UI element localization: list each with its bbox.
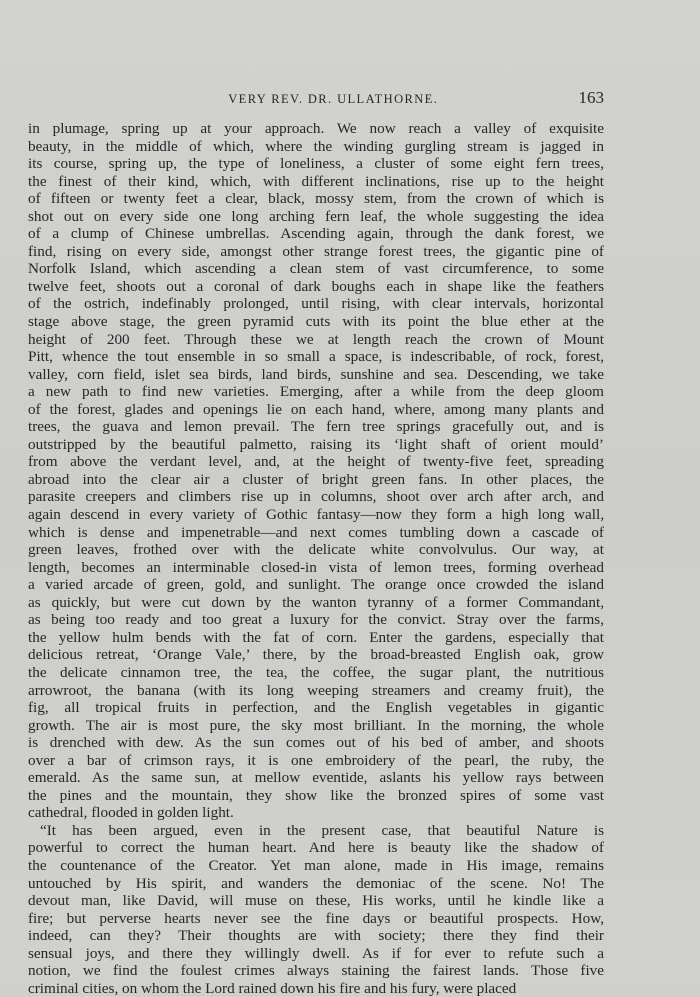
text-line: stage above stage, the green pyramid cuts with its point the blue ether at the	[28, 313, 604, 331]
text-line: of the forest, glades and openings lie on each hand, where, among many plants and	[28, 400, 604, 418]
text-line: which is dense and impenetrable—and next comes tumbling down a cascade of	[28, 523, 604, 541]
text-line: again descend in every variety of Gothic fantasy—now they form a high long wall,	[28, 506, 604, 524]
text-line: a varied arcade of green, gold, and sunlight. The orange once crowded the island	[28, 576, 604, 594]
text-line: “It has been argued, even in the present case, that beautiful Nature is	[40, 821, 604, 839]
paragraph	[28, 822, 604, 997]
text-line: the finest of their kind, which, with different inclinations, rise up to the height	[28, 172, 604, 190]
text-line: emerald. As the same sun, at mellow eventide, aslants his yellow rays between	[28, 769, 604, 787]
text-line: abroad into the clear air a cluster of bright green fans. In other places, the	[28, 470, 604, 488]
text-line: devout man, like David, will muse on these, His works, until he kindle like a	[28, 892, 604, 910]
running-head: VERY REV. DR. ULLATHORNE.	[228, 92, 439, 106]
text-line: a new path to find new varieties. Emerging, after a while from the deep gloom	[28, 383, 604, 401]
text-line: untouched by His spirit, and wanders the demoniac of the scene. No! The	[28, 874, 604, 892]
body-text	[28, 120, 604, 997]
text-line: outstripped by the beautiful palmetto, raising its ‘light shaft of orient mould’	[28, 435, 604, 453]
text-line: find, rising on every side, amongst other strange forest trees, the gigantic pine of	[28, 242, 604, 260]
text-line: is drenched with dew. As the sun comes out of his bed of amber, and shoots	[28, 734, 604, 752]
text-line: Norfolk Island, which ascending a clean stem of vast circumference, to some	[28, 260, 604, 278]
paragraph	[28, 120, 604, 822]
text-line: beauty, in the middle of which, where the winding gurgling stream is jagged in	[28, 137, 604, 155]
text-line: Pitt, whence the tout ensemble in so small a space, is indescribable, of rock, forest,	[28, 348, 604, 366]
text-line: shot out on every side one long arching fern leaf, the whole suggesting the idea	[28, 207, 604, 225]
text-line: height of 200 feet. Through these we at length reach the crown of Mount	[28, 330, 604, 348]
text-line: of the ostrich, indefinably prolonged, until rising, with clear intervals, horizontal	[28, 295, 604, 313]
text-line: indeed, can they? Their thoughts are with society; there they find their	[28, 927, 604, 945]
text-line: fig, all tropical fruits in perfection, and the English vegetables in gigantic	[28, 699, 604, 717]
page-number: 163	[578, 88, 604, 107]
text-line: as quickly, but were cut down by the wanton tyranny of a former Commandant,	[28, 593, 604, 611]
text-line: arrowroot, the banana (with its long weeping streamers and creamy fruit), the	[28, 681, 604, 699]
text-line: over a bar of crimson rays, it is one embroidery of the pearl, the ruby, the	[28, 751, 604, 769]
text-line: cathedral, flooded in golden light.	[28, 804, 234, 822]
text-line: the countenance of the Creator. Yet man alone, made in His image, remains	[28, 856, 604, 874]
text-line: growth. The air is most pure, the sky most brilliant. In the morning, the whole	[28, 716, 604, 734]
text-line: criminal cities, on whom the Lord rained down his fire and his fury, were placed	[28, 979, 517, 997]
text-line: twelve feet, shoots out a coronal of dark boughs each in shape like the feathers	[28, 277, 604, 295]
text-line: notion, we find the foulest crimes always staining the fairest lands. Those five	[28, 962, 604, 980]
text-line: sensual joys, and there they willingly dwell. As if for ever to refute such a	[28, 944, 604, 962]
text-line: fire; but perverse hearts never see the fine days or beautiful prospects. How,	[28, 909, 604, 927]
text-line: valley, corn field, islet sea birds, land birds, sunshine and sea. Descending, we take	[28, 365, 604, 383]
text-line: as being too ready and too great a luxury for the convict. Stray over the farms,	[28, 611, 604, 629]
text-line: delicious retreat, ‘Orange Vale,’ there, by the broad-breasted English oak, grow	[28, 646, 604, 664]
text-line: green leaves, frothed over with the delicate white convolvulus. Our way, at	[28, 541, 604, 559]
text-line: the delicate cinnamon tree, the tea, the coffee, the sugar plant, the nutritious	[28, 663, 604, 681]
text-line: trees, the guava and lemon prevail. The fern tree springs gracefully out, and is	[28, 418, 604, 436]
text-line: of fifteen or twenty feet a clear, black, mossy stem, from the crown of which is	[28, 190, 604, 208]
text-line: of a clump of Chinese umbrellas. Ascending again, through the dank forest, we	[28, 225, 604, 243]
text-line: in plumage, spring up at your approach. We now reach a valley of exquisite	[28, 120, 604, 137]
text-line: its course, spring up, the type of loneliness, a cluster of some eight fern trees,	[28, 155, 604, 173]
text-line: length, becomes an interminable closed-in vista of lemon trees, forming overhead	[28, 558, 604, 576]
text-line: the yellow hulm bends with the fat of corn. Enter the gardens, especially that	[28, 628, 604, 646]
text-line: from above the verdant level, and, at the height of twenty-five feet, spreading	[28, 453, 604, 471]
text-line: powerful to correct the human heart. And here is beauty like the shadow of	[28, 839, 604, 857]
page-header	[28, 88, 604, 108]
text-line: the pines and the mountain, they show like the bronzed spires of some vast	[28, 786, 604, 804]
text-line: parasite creepers and climbers rise up in columns, shoot over arch after arch, and	[28, 488, 604, 506]
